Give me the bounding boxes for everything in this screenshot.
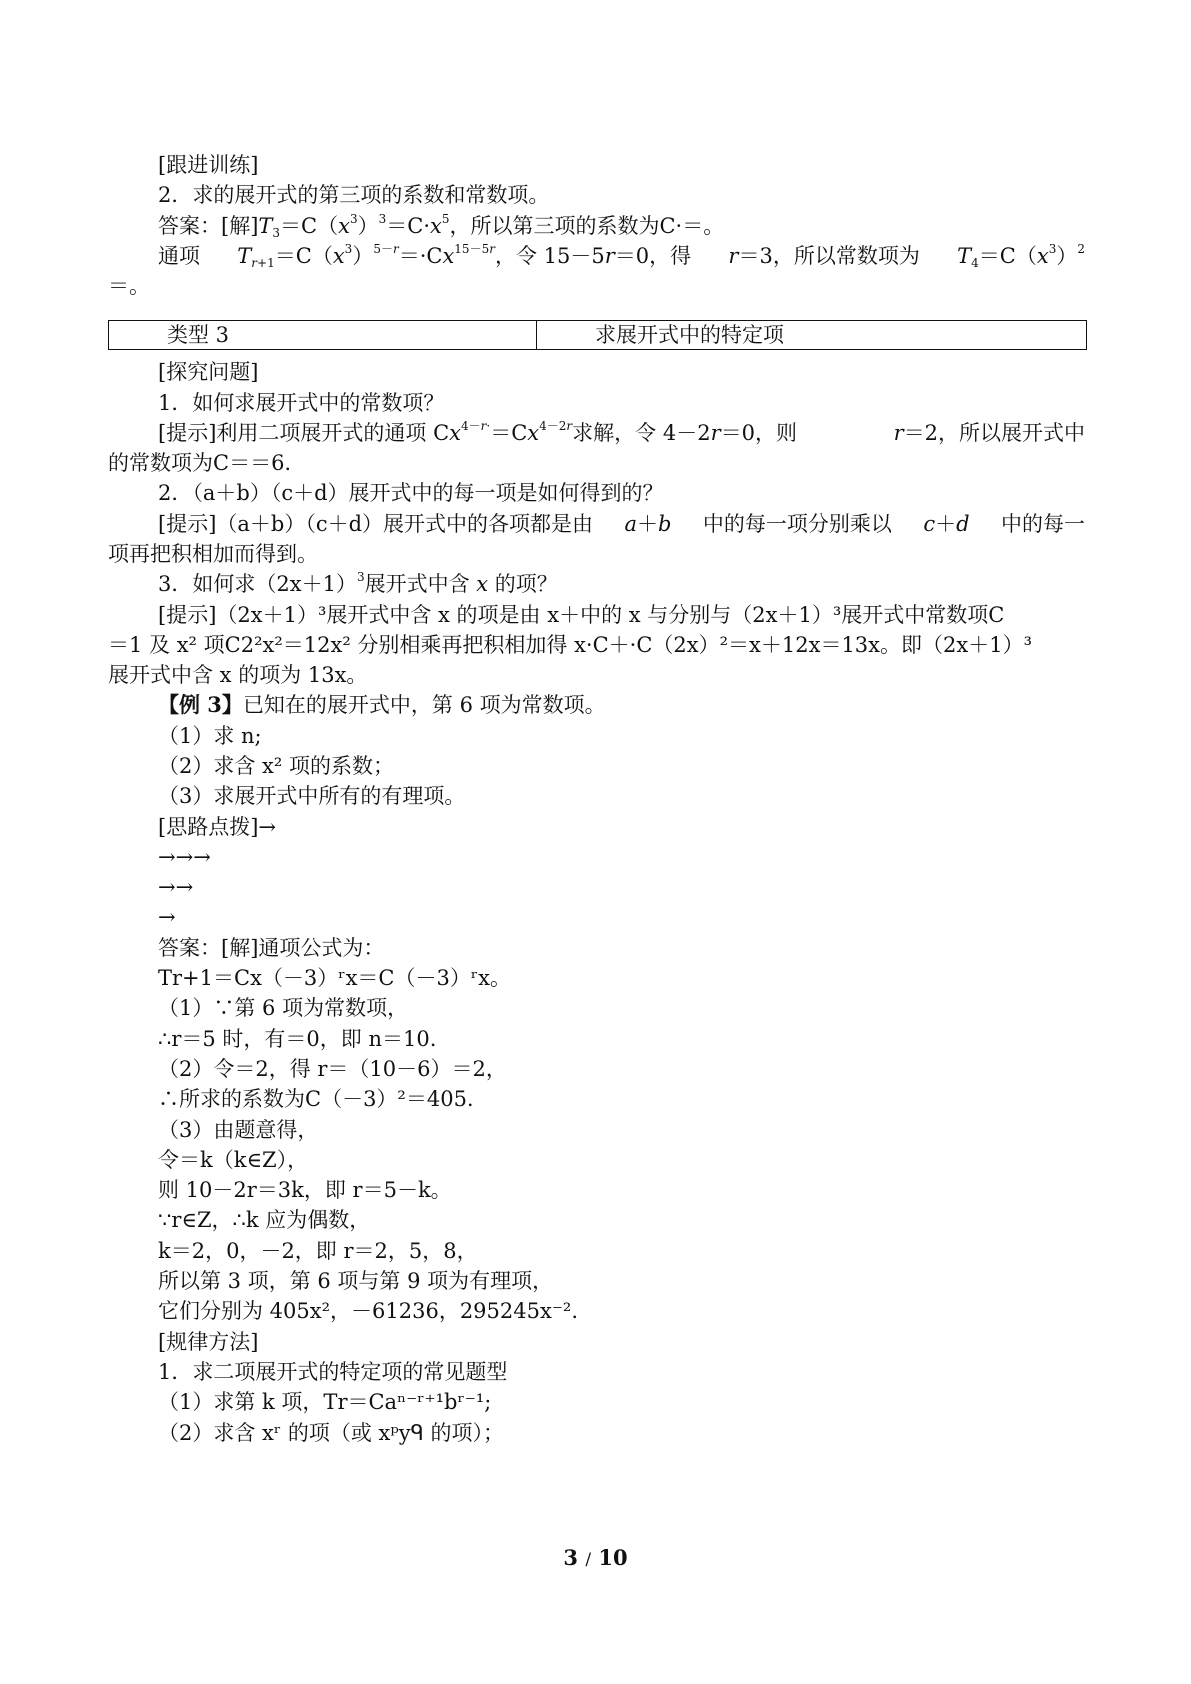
example-part-2: （2）求含 x² 项的系数； [158, 754, 394, 778]
solution-formula: Tr+1＝Cx（－3）ʳx＝C（－3）ʳx。 [158, 966, 511, 990]
solution-step-7: 则 10－2r＝3k，即 r＝5－k。 [158, 1178, 452, 1202]
method-line-2: （1）求第 k 项，Tr＝Caⁿ⁻ʳ⁺¹bʳ⁻¹; [158, 1390, 492, 1414]
example-part-3: （3）求展开式中所有的有理项。 [158, 784, 466, 808]
page-separator: / [585, 1550, 592, 1570]
solution-step-11: 它们分别为 405x²，－61236，295245x⁻². [158, 1299, 579, 1323]
explore-question-2: 2．（a＋b）（c＋d）展开式中的每一项是如何得到的？ [158, 481, 664, 505]
explore-hint-3-line2: ＝1 及 x² 项C2²x²＝12x² 分别相乘再把积相加得 x·C＋·C（2x）²＝x＋12x＝13x。即（2x＋1）³ [108, 633, 1032, 657]
solution-intro: 答案：[解]通项公式为： [158, 936, 385, 960]
solution-step-9: k＝2，0，－2，即 r＝2，5，8， [158, 1239, 478, 1263]
explore-hint-2: [提示]（a＋b）（c＋d）展开式中的各项都是由 a＋b 中的每一项分别乘以 c＋d 中的每一 [158, 512, 1085, 536]
explore-hint-3-line1: [提示]（2x＋1）³展开式中含 x 的项是由 x＋中的 x 与分别与（2x＋1）³展开式中常数项C [158, 603, 1005, 627]
solution-step-3: （2）令＝2，得 r＝（10－6）＝2， [158, 1057, 507, 1081]
explore-question-3: 3．如何求$(2x+1)^3$展开式中含 x 的项？ [158, 570, 558, 596]
method-line-1: 1．求二项展开式的特定项的常见题型 [158, 1360, 508, 1384]
hint-arrows-3: →→→ [158, 845, 211, 869]
page-total: 10 [598, 1545, 628, 1570]
hint-arrows-2: →→ [158, 875, 194, 899]
solution-step-10: 所以第 3 项，第 6 项与第 9 项为有理项， [158, 1269, 554, 1293]
solution-step-6: 令＝k（k∈Z）， [158, 1148, 309, 1172]
answer-line: 答案：[解]$T_3=C(x^3)^3=C\cdot x^5$，所以第三项的系数为C·＝。 [158, 212, 725, 240]
general-term-line: 通项 $T_{r+1}=C(x^3)^{5-r}=\cdot Cx^{15-5r}$，令 15－5r＝0，得 r＝3，所以常数项为 $T_4=C(x^3)^2$ [158, 242, 1085, 270]
section-heading-method: [规律方法] [158, 1330, 259, 1354]
page-current: 3 [563, 1545, 579, 1570]
explore-question-1: 1．如何求展开式中的常数项？ [158, 391, 445, 415]
hint-arrows-1: → [158, 905, 176, 929]
question-2: 2．求的展开式的第三项的系数和常数项。 [158, 183, 550, 207]
explore-hint-1: [提示]利用二项展开式的通项 $Cx^{4-r\cdot}=Cx^{4-2r}$求解，令 4－2r＝0，则 r＝2，所以展开式中 [158, 419, 1085, 445]
hint-heading: [思路点拨]→ [158, 815, 276, 839]
result-tail: ＝。 [108, 274, 150, 298]
solution-step-2: ∴r＝5 时，有＝0，即 n＝10. [158, 1027, 437, 1051]
example-3-stem: 【例 3】已知在的展开式中，第 6 项为常数项。 [158, 692, 606, 717]
type-table-cell-title: 求展开式中的特定项 [595, 323, 784, 347]
page-number [0, 1545, 1191, 1570]
example-part-1: （1）求 n; [158, 724, 262, 748]
section-heading-follow: [跟进训练] [158, 153, 259, 177]
type-table-cell-type: 类型 3 [109, 321, 537, 349]
explore-hint-3-line3: 展开式中含 x 的项为 13x。 [108, 663, 368, 687]
solution-step-1: （1）∵第 6 项为常数项， [158, 996, 409, 1020]
section-heading-explore: [探究问题] [158, 360, 259, 384]
solution-step-4: ∴所求的系数为C（－3）²＝405. [158, 1087, 474, 1111]
explore-hint-1-cont: 的常数项为C＝＝6. [108, 451, 292, 475]
solution-step-5: （3）由题意得， [158, 1118, 319, 1142]
explore-hint-2-cont: 项再把积相加而得到。 [108, 542, 318, 566]
type-table [108, 320, 1087, 350]
solution-step-8: ∵r∈Z，∴k 应为偶数， [158, 1208, 371, 1232]
method-line-3: （2）求含 xʳ 的项（或 xᵖyᑫ 的项）； [158, 1421, 504, 1445]
